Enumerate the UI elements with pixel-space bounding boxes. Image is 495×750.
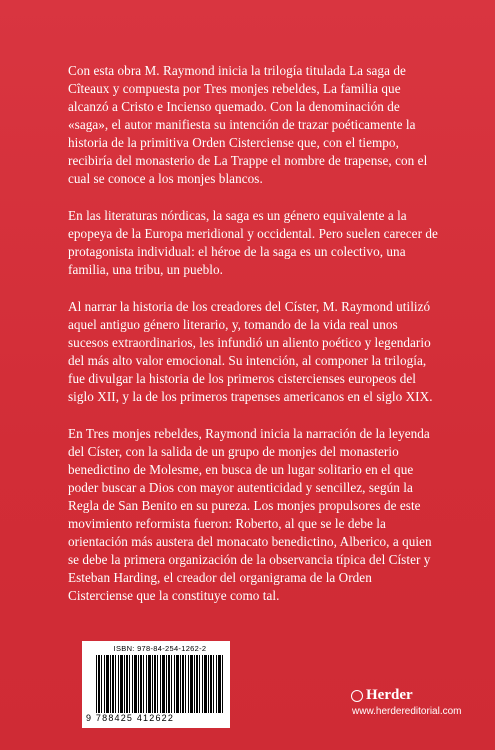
paragraph-4: En Tres monjes rebeldes, Raymond inicia la narración de la leyenda del Císter, con la salida de un grupo de monjes del monasterio benedictino de Molesme, en busca de un lugar solitario en el que poder buscar a Dios con mayor autenticidad y sencillez, según la Regla de San Benito en su pureza. Los monjes propulsores de este movimiento reformista fueron: Roberto, al que se le debe la orientación más austera del monacato benedictino, Alberico, a quien se debe la primera organización de la observancia típica del Císter y Esteban Harding, el creador del organigrama de la Orden Cisterciense que la constituye como tal. bbox=[68, 426, 432, 603]
isbn-label: ISBN: 978-84-254-1262-2 bbox=[113, 644, 207, 653]
publisher-name: Herder bbox=[366, 687, 413, 703]
barcode-number: 9 788425 412622 bbox=[86, 713, 175, 723]
paragraph-3: Al narrar la historia de los creadores del Císter, M. Raymond utilizó aquel antiguo género literario, y, tomando de la vida real unos sucesos extraordinarios, les infundió un aliento poético y legendario del más alto valor emocional. Su intención, al componer la trilogía, fue divulgar la historia de los primeros cistercienses europeos del siglo XII, y la de los primeros trapenses americanos en el siglo XIX. bbox=[68, 299, 433, 404]
publisher-logo-icon bbox=[351, 690, 363, 702]
blurb-text bbox=[68, 62, 440, 624]
barcode-bars bbox=[96, 655, 224, 713]
publisher-website: www.herdereditorial.com bbox=[352, 706, 462, 717]
paragraph-1: Con esta obra M. Raymond inicia la trilogía titulada La saga de Cîteaux y compuesta por Tres monjes rebeldes, La familia que alcanzó a Cristo e Incienso quemado. Con la denominación de «saga», el autor manifiesta su intención de trazar poéticamente la historia de la primitiva Orden Cisterciense que, con el tiempo, recibiría del monasterio de La Trappe el nombre de trapense, con el cual se conoce a los monjes blancos. bbox=[68, 63, 428, 186]
publisher-logo bbox=[351, 687, 413, 704]
paragraph-2: En las literaturas nórdicas, la saga es un género equivalente a la epopeya de la Europa meridional y occidental. Pero suelen carecer de protagonista individual: el héroe de la saga es un colectivo, una familia, una tribu, un pueblo. bbox=[68, 208, 438, 277]
barcode bbox=[82, 641, 230, 728]
